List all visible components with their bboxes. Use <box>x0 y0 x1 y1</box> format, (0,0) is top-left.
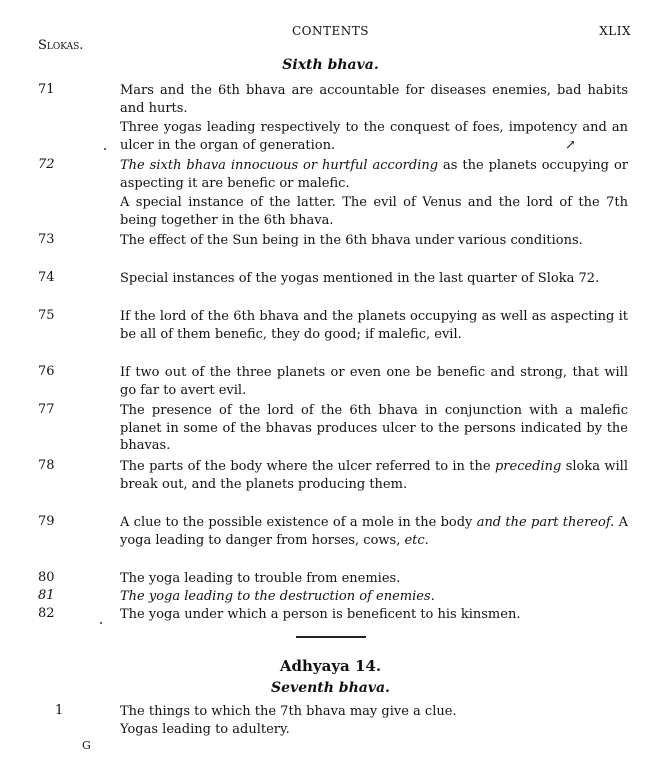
adhyaya-heading: Adhyaya 14. <box>279 657 382 675</box>
sloka-number: 1 <box>55 703 64 718</box>
section-title-seventh-bhava: Seventh bhava. <box>271 680 390 696</box>
sloka-number: 75 <box>38 308 55 323</box>
section-title-sixth-bhava: Sixth bhava. <box>282 57 379 73</box>
sloka-number: 82 <box>38 606 55 621</box>
sloka-number: 80 <box>38 570 55 585</box>
sloka-number: 74 <box>38 270 55 285</box>
sloka-description: The sixth bhava innocuous or hurtful according as the planets occupying or aspecting it are benefic or malefic. <box>120 158 628 191</box>
sloka-description: A clue to the possible existence of a mole in the body and the part thereof. A yoga leading to danger from horses, cows, etc. <box>120 515 628 548</box>
section-divider <box>296 636 366 638</box>
sloka-number: 76 <box>38 364 55 379</box>
sloka-description: Mars and the 6th bhava are accountable for diseases enemies, bad habits and hurts. <box>120 83 628 116</box>
sloka-number: 81 <box>38 588 55 603</box>
sloka-description: The things to which the 7th bhava may give a clue. <box>120 704 457 719</box>
sloka-number: 73 <box>38 232 55 247</box>
pencil-arrow-mark: ↗ <box>565 138 576 153</box>
sloka-number: 71 <box>38 82 55 97</box>
sloka-number: 77 <box>38 402 55 417</box>
sloka-number: 72 <box>38 157 55 172</box>
sloka-description: If the lord of the 6th bhava and the planets occupying as well as aspecting it be all of them benefic, they do good; if malefic, evil. <box>120 309 628 342</box>
sloka-description: The yoga leading to the destruction of enemies. <box>120 589 435 604</box>
sloka-description: Special instances of the yogas mentioned in the last quarter of Sloka 72. <box>120 271 600 286</box>
sloka-number: 79 <box>38 514 55 529</box>
slokas-column-label: Slokas. <box>38 38 84 53</box>
sloka-description: If two out of the three planets or even one be benefic and strong, that will go far to avert evil. <box>120 365 628 398</box>
print-speck <box>104 148 106 150</box>
sloka-description: The yoga leading to trouble from enemies. <box>120 571 401 586</box>
sloka-description: The effect of the Sun being in the 6th bhava under various conditions. <box>120 233 583 248</box>
sloka-number: 78 <box>38 458 55 473</box>
sloka-description: Three yogas leading respectively to the conquest of foes, impotency and an ulcer in the organ of generation. <box>120 120 628 153</box>
sloka-description: The yoga under which a person is beneficent to his kinsmen. <box>120 607 521 622</box>
running-header-title: CONTENTS <box>291 24 369 38</box>
printer-signature-mark: G <box>82 739 91 752</box>
page-number: XLIX <box>599 24 631 38</box>
sloka-description: A special instance of the latter. The evil of Venus and the lord of the 7th being together in the 6th bhava. <box>120 195 628 228</box>
sloka-description: The presence of the lord of the 6th bhava in conjunction with a malefic planet in some of the bhavas produces ulcer to the persons indicated by the bhavas. <box>120 403 628 453</box>
sloka-description: The parts of the body where the ulcer referred to in the preceding sloka will break out, and the planets producing them. <box>120 459 628 492</box>
sloka-description: Yogas leading to adultery. <box>120 722 290 737</box>
print-speck <box>100 622 102 624</box>
